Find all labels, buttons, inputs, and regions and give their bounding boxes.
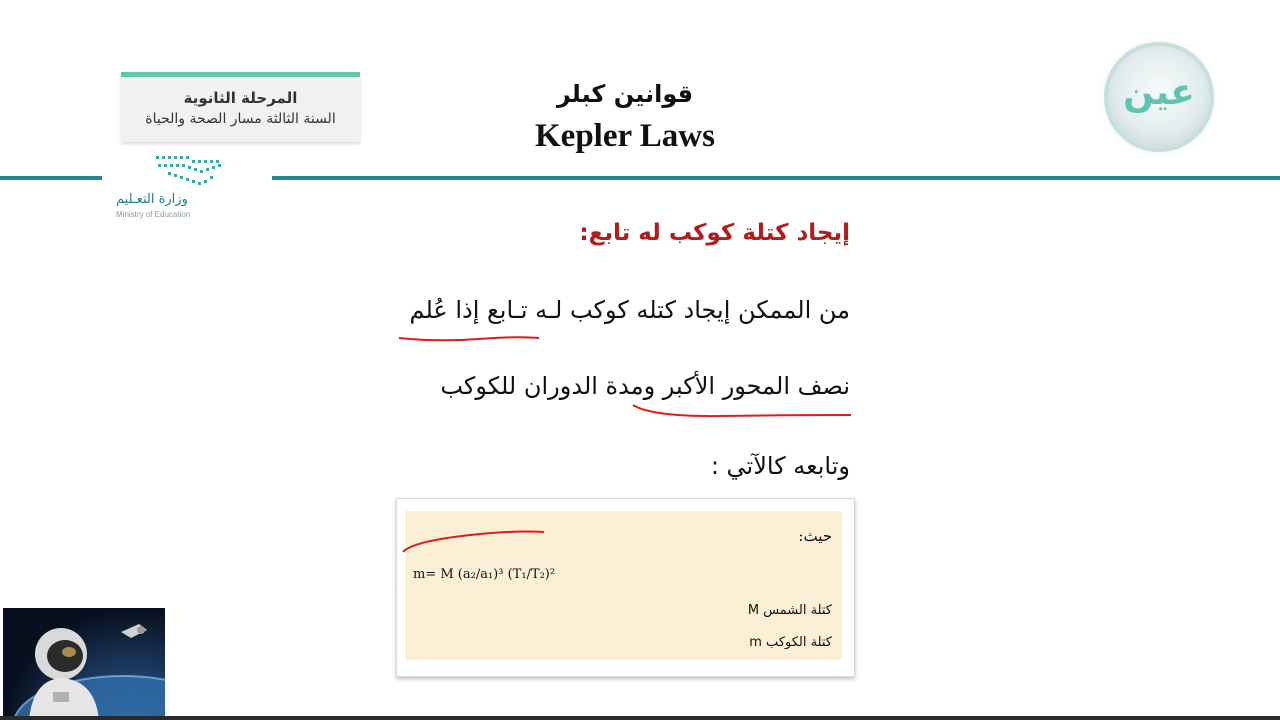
title-english: Kepler Laws (535, 118, 715, 154)
section-heading: إيجاد كتلة كوكب له تابع: (579, 220, 850, 246)
formula-where-label: حيث: (798, 527, 832, 545)
bottom-bar (0, 716, 1280, 720)
ministry-name-ar: وزارة التعـليم (116, 192, 188, 207)
definition-planet-mass: كتلة الكوكب m (749, 635, 832, 650)
red-underline-1 (398, 333, 540, 343)
divider-right (272, 176, 1280, 180)
ministry-logo (108, 152, 228, 224)
astronaut-illustration-icon (3, 608, 165, 720)
stage-subtitle: السنة الثالثة مسار الصحة والحياة (145, 111, 336, 127)
definition-sun-mass: كتلة الشمس M (747, 603, 832, 618)
title-arabic: قوانين كبلر (556, 80, 694, 108)
astronaut-image (3, 608, 165, 720)
red-annotation-stroke (402, 528, 552, 554)
channel-logo-text: عين (1123, 72, 1195, 113)
content-line-1: من الممكن إيجاد كتله كوكب لـه تـابع إذا عُلم (409, 296, 850, 324)
formula-card (396, 498, 855, 677)
content-line-3: وتابعه كالآتي : (710, 452, 850, 480)
formula-equation: m= M (a₂/a₁)³ (T₁/T₂)² (413, 567, 556, 582)
ministry-name-en: Ministry of Education (116, 210, 191, 219)
stage-title: المرحلة الثانوية (183, 89, 298, 107)
content-line-2: نصف المحور الأكبر ومدة الدوران للكوكب (440, 372, 850, 400)
ministry-dots-icon (108, 152, 228, 190)
red-underline-2 (632, 401, 852, 421)
divider-left (0, 176, 102, 180)
stage-info-box (121, 72, 360, 142)
channel-logo (1108, 46, 1210, 148)
